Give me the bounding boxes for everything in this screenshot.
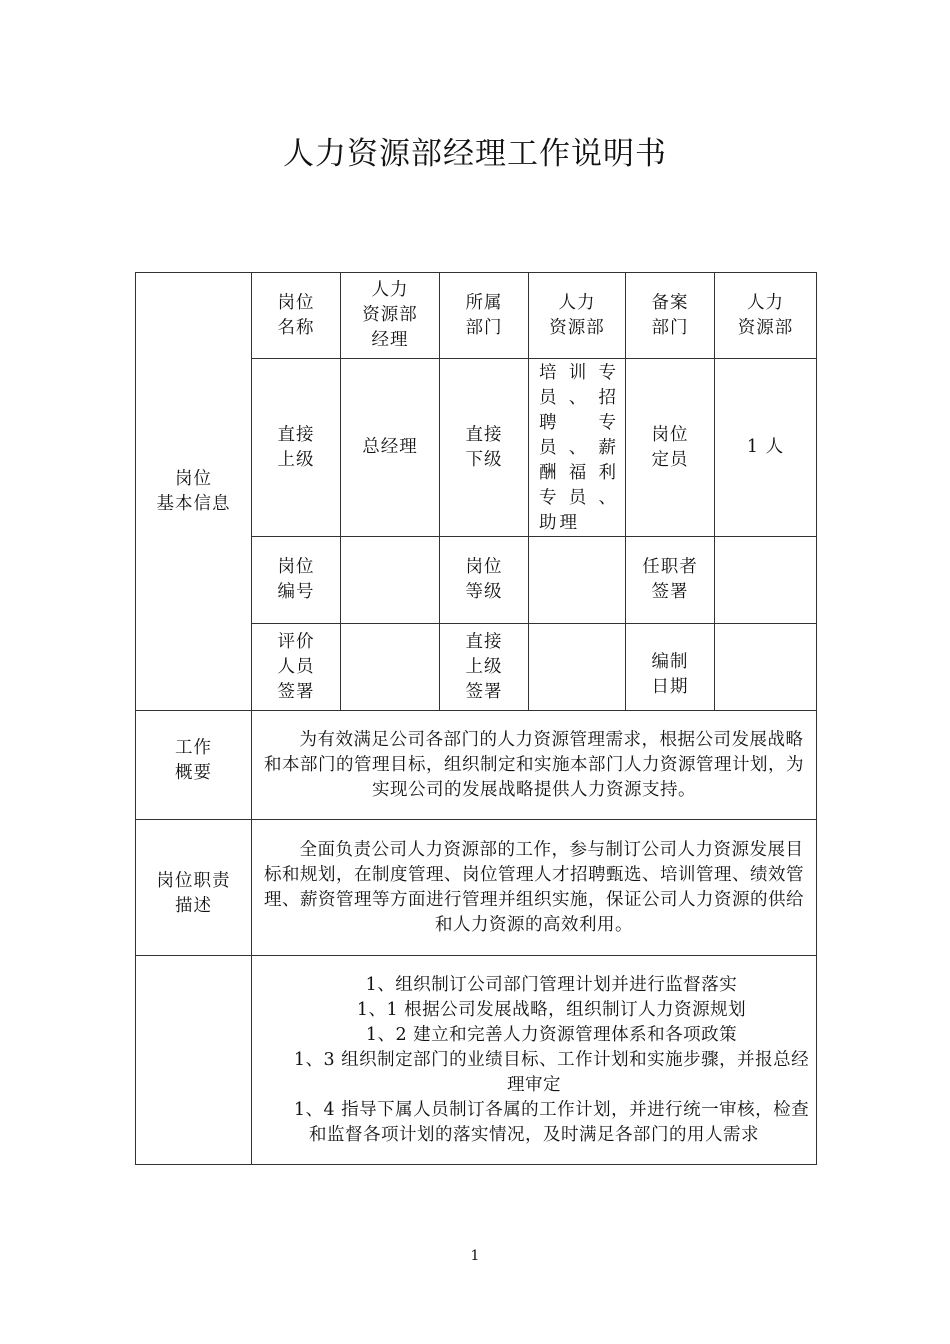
cell-text [140,736,247,786]
cell-line: 上级 [277,449,315,470]
duty-item: 1、1 根据公司发展战略，组织制订人力资源规划 [356,1000,747,1020]
cell-text [256,423,336,473]
cell-line: 任职者 [642,557,698,577]
cell-line: 签署 [651,582,689,602]
evaluator-signature-value[interactable] [341,624,440,711]
position-name-label [252,273,341,359]
cell-text [256,630,336,705]
duty-item: 1、组织制订公司部门管理计划并进行监督落实 [365,975,738,995]
cell-text [140,467,247,517]
cell-line: 资源部 [549,317,605,338]
cell-line: 名称 [277,317,315,338]
cell-line: 工作 [175,738,212,758]
cell-line: 资源部 [362,305,418,325]
prepared-date-value[interactable] [715,624,817,711]
cell-line: 岗位职责 [156,871,231,891]
cell-text [256,555,336,605]
cell-text [630,291,710,341]
duty-item: 1、2 建立和完善人力资源管理体系和各项政策 [365,1025,738,1045]
duty-description-row [136,820,817,956]
cell-line: 编制 [651,652,689,672]
cell-line: 等级 [465,582,503,602]
cell-line: 签署 [465,681,503,702]
cell-line: 人力 [747,292,784,313]
evaluator-signature-label [252,624,341,711]
cell-line: 人员 [277,656,315,677]
position-quota-value: 1 人 [715,359,817,537]
cell-text [719,291,812,341]
cell-line: 资源部 [737,317,794,338]
cell-line: 直接 [465,631,503,652]
duties-label [136,956,252,1165]
holder-signature-value[interactable] [715,537,817,624]
position-code-value[interactable] [341,537,440,624]
cell-line: 签署 [277,681,315,702]
duty-description-text-cell [252,820,817,956]
cell-line: 概要 [175,763,212,783]
cell-line: 备案 [651,292,689,313]
direct-subordinate-value: 培训专员、招聘专员、薪酬福利专员、助理 [529,359,626,537]
cell-line: 日期 [651,677,689,697]
cell-line: 直接 [465,424,503,445]
cell-line: 上级 [465,656,503,677]
position-quota-label [626,359,715,537]
record-department-value [715,273,817,359]
cell-text [444,555,524,605]
cell-line: 评价 [277,631,315,652]
direct-superior-value: 总经理 [341,359,440,537]
cell-text [630,423,710,473]
cell-line: 直接 [277,424,315,445]
basic-info-section-label [136,273,252,711]
job-description-table [135,272,817,1165]
overview-text: 为有效满足公司各部门的人力资源管理需求，根据公司发展战略和本部门的管理目标，组织制定和实施本部门人力资源管理计划，为实现公司的发展战略提供人力资源支持。 [264,729,804,800]
cell-text [444,630,524,705]
overview-text-cell [252,711,817,820]
cell-text [444,291,524,341]
basic-info-row-1 [136,273,817,359]
position-name-value [341,273,440,359]
cell-line: 基本信息 [156,493,231,514]
cell-line: 人力 [371,280,409,300]
cell-line: 岗位 [175,468,212,489]
record-department-label [626,273,715,359]
holder-signature-label [626,537,715,624]
cell-line: 定员 [651,449,689,470]
page-number: 1 [470,1248,480,1264]
cell-line: 编号 [277,582,315,602]
cell-line: 岗位 [277,292,315,313]
duties-row [136,956,817,1165]
position-grade-value[interactable] [529,537,626,624]
cell-text [533,291,621,341]
duty-description-label [136,820,252,956]
overview-label [136,711,252,820]
cell-line: 所属 [465,292,503,313]
cell-line: 部门 [651,317,689,338]
position-grade-label [440,537,529,624]
cell-line: 人力 [558,292,596,313]
department-label [440,273,529,359]
duty-description-text: 全面负责公司人力资源部的工作，参与制订公司人力资源发展目标和规划，在制度管理、岗位管理人才招聘甄选、培训管理、绩效管理、薪资管理等方面进行管理并组织实施，保证公司人力资源的供给和人力资源的高效利用。 [264,839,804,935]
cell-text [630,555,710,605]
position-code-label [252,537,341,624]
cell-text [256,291,336,341]
department-value [529,273,626,359]
duties-list-cell [252,956,817,1165]
cell-text [345,278,435,353]
cell-text [444,423,524,473]
cell-line: 岗位 [465,557,503,577]
cell-line: 部门 [465,317,503,338]
direct-superior-label [252,359,341,537]
superior-signature-label [440,624,529,711]
cell-line: 岗位 [651,424,689,445]
duty-item: 1、4 指导下属人员制订各属的工作计划，并进行统一审核，检查和监督各项计划的落实情况，及时满足各部门的用人需求 [293,1100,810,1145]
cell-line: 下级 [465,449,503,470]
cell-text [140,869,247,919]
superior-signature-value[interactable] [529,624,626,711]
cell-text [630,650,710,700]
duty-item: 1、3 组织制定部门的业绩目标、工作计划和实施步骤，并报总经理审定 [293,1050,810,1095]
cell-line: 经理 [371,330,409,350]
document-title: 人力资源部经理工作说明书 [283,136,667,172]
cell-line: 岗位 [277,557,315,577]
cell-line: 描述 [175,896,212,916]
direct-subordinate-label [440,359,529,537]
prepared-date-label [626,624,715,711]
overview-row [136,711,817,820]
